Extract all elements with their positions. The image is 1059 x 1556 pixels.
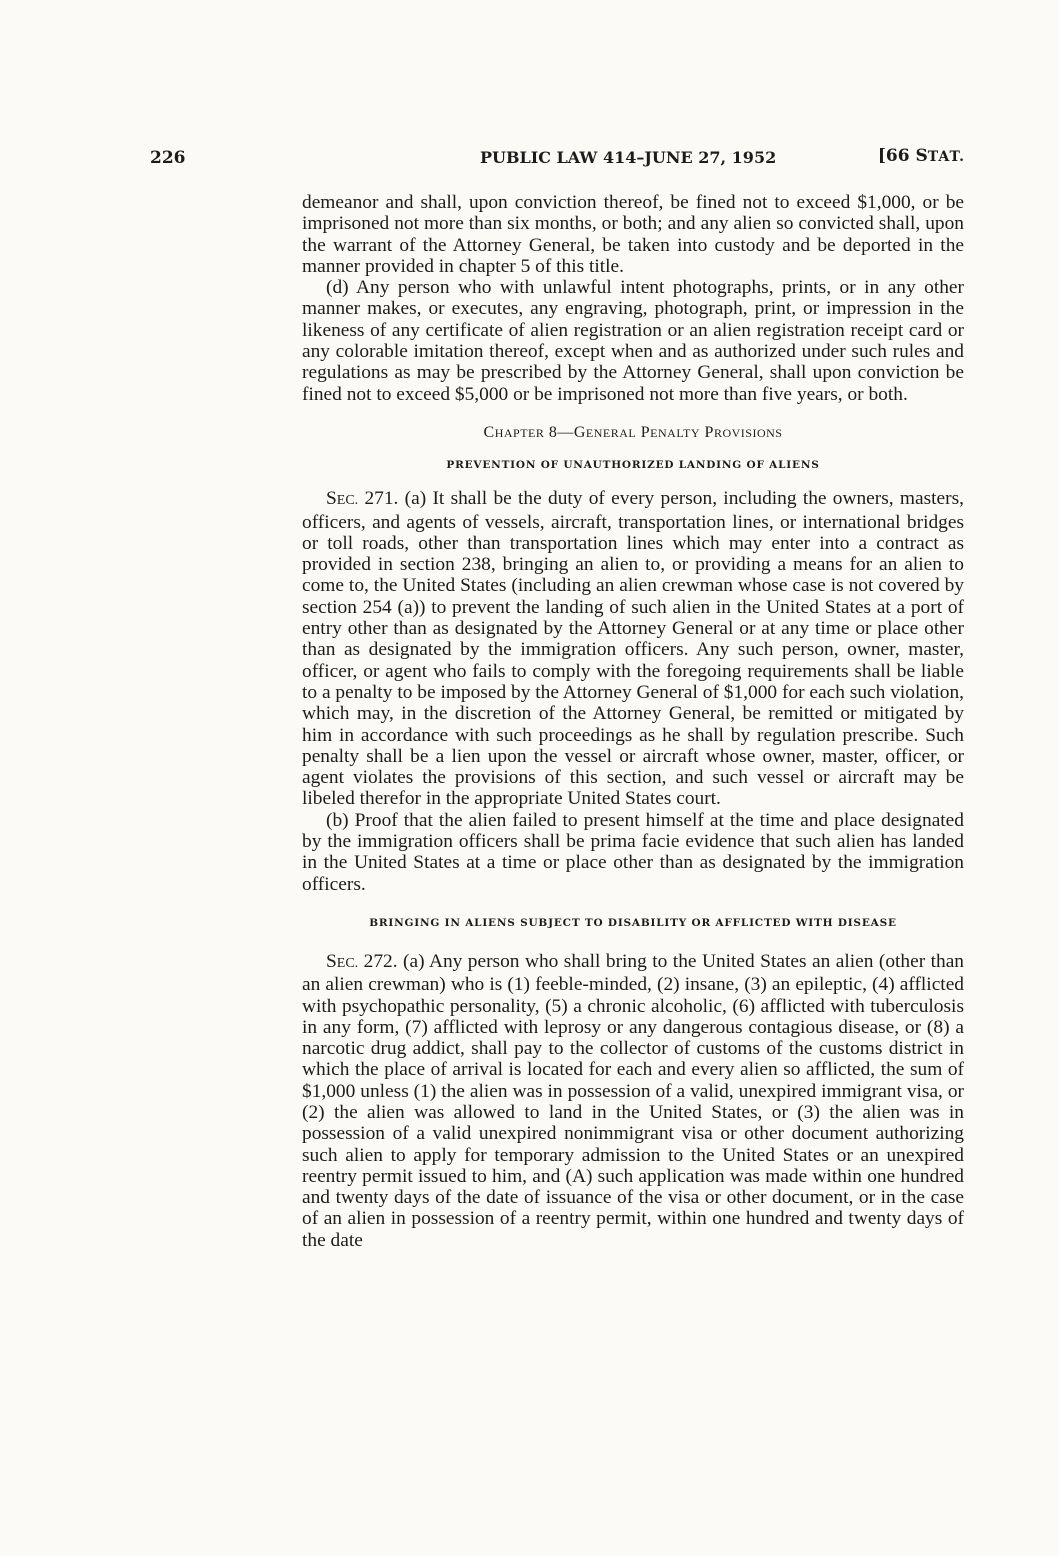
paragraph-subsection-d: (d) Any person who with unlawful intent photographs, prints, or in any other manner makes, or executes, any engraving, photograph, print, or impression in the likeness of any certificate of alien registration or an alien registration receipt card or any colorable imitation thereof, except when and as authorized under such rules and regulations as may be prescribed by the Attorney General, shall upon conviction be fined not to exceed $5,000 or be imprisoned not more than five years, or both. xyxy=(302,277,964,405)
section-heading-272: BRINGING IN ALIENS SUBJECT TO DISABILITY OR AFFLICTED WITH DISEASE xyxy=(369,916,897,929)
section-heading-271: PREVENTION OF UNAUTHORIZED LANDING OF ALIENS xyxy=(446,459,820,472)
paragraph-section-271b: (b) Proof that the alien failed to present himself at the time and place designated by the immigration officers shall be prima facie evidence that such alien has landed in the United States at a time or place other than as designated by the immigration officers. xyxy=(302,809,964,895)
page-body xyxy=(302,192,964,1251)
paragraph-section-272a: SEC. 272. (a) Any person who shall bring to the United States an alien (other than an alien crewman) who is (1) feeble-minded, (2) insane, (3) an epileptic, (4) afflicted with psychopathic personality, (5) a chronic alcoholic, (6) afflicted with tuberculosis in any form, (7) afflicted with leprosy or any dangerous contagious disease, or (8) a narcotic drug addict, shall pay to the collector of customs of the customs district in which the place of arrival is located for each and every alien so afflicted, the sum of $1,000 unless (1) the alien was in possession of a valid, unexpired immigrant visa, or (2) the alien was allowed to land in the United States, or (3) the alien was in possession of a valid unexpired nonimmigrant visa or other document authorizing such alien to apply for temporary admission to the United States or an unexpired reentry permit issued to him, and (A) such application was made within one hundred and twenty days of the date of issuance of the visa or other document, or in the case of an alien in possession of a reentry permit, within one hundred and twenty days of the date xyxy=(302,950,964,1251)
page-header xyxy=(150,148,965,172)
running-head: PUBLIC LAW 414–JUNE 27, 1952 xyxy=(480,148,777,167)
volume-prefix: [66 S xyxy=(877,146,928,166)
volume-citation xyxy=(878,146,965,166)
paragraph-section-271a: SEC. 271. (a) It shall be the duty of every person, including the owners, masters, officers, and agents of vessels, aircraft, transportation lines, or international bridges or toll roads, other than transportation lines which may enter into a contract as provided in section 238, bringing an alien to, or providing a means for an alien to come to, the United States (including an alien crewman whose case is not covered by section 254 (a)) to prevent the landing of such alien in the United States at a port of entry other than as designated by the Attorney General or at any time or place other than as designated by the immigration officers. Any such person, owner, master, officer, or agent who fails to comply with the foregoing requirements shall be liable to a penalty to be imposed by the Attorney General of $1,000 for each such violation, which may, in the discretion of the Attorney General, be remitted or mitigated by him in accordance with such proceedings as he shall by regulation prescribe. Such penalty shall be a lien upon the vessel or aircraft whose owner, master, officer, or agent violates the provisions of this section, and such vessel or aircraft may be libeled therefor in the appropriate United States court. xyxy=(302,488,964,810)
volume-suffix: TAT. xyxy=(927,149,965,165)
section-label: SEC. xyxy=(326,488,359,510)
paragraph-continuation: demeanor and shall, upon conviction thereof, be fined not to exceed $1,000, or be imprisoned not more than six months, or both; and any alien so convicted shall, upon the warrant of the Attorney General, be taken into custody and be deported in the manner provided in chapter 5 of this title. xyxy=(302,192,964,277)
page-number: 226 xyxy=(150,148,186,168)
chapter-heading: CHAPTER 8—GENERAL PENALTY PROVISIONS xyxy=(483,423,783,441)
section-label: SEC. xyxy=(326,950,359,972)
